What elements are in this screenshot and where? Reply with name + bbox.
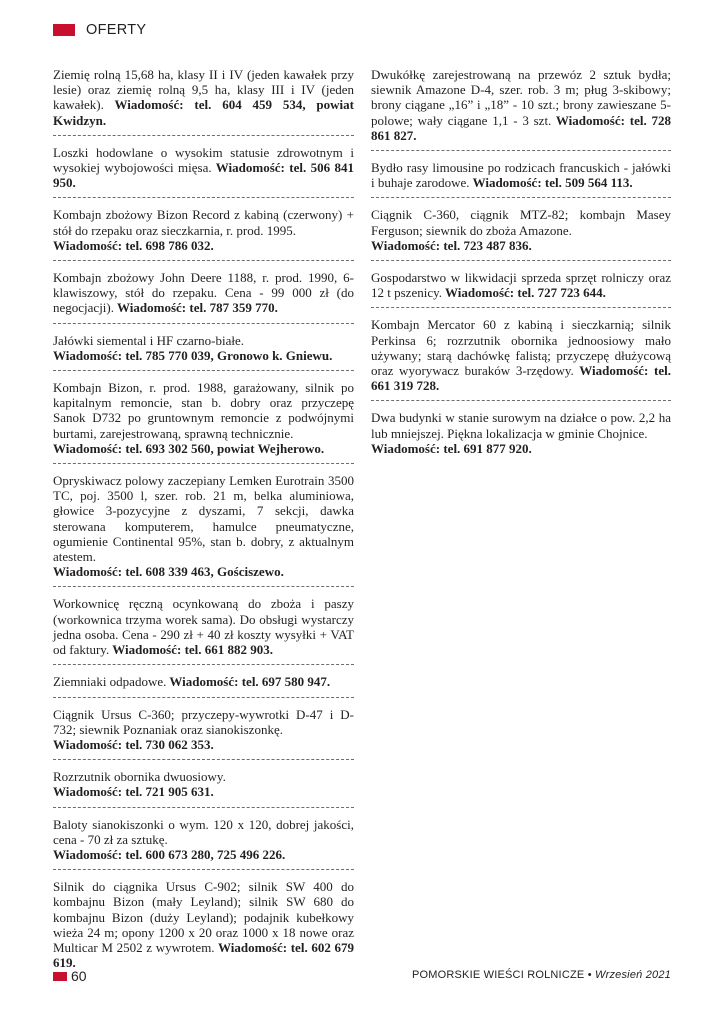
classified-ad — [53, 380, 354, 464]
right-column — [371, 67, 671, 472]
classified-ad — [53, 473, 354, 587]
classified-ad — [53, 707, 354, 761]
classified-ad — [53, 67, 354, 136]
ad-text: Gospodarstwo w likwidacji sprzeda sprzęt rolniczy oraz 12 t pszenicy. — [371, 270, 671, 301]
footer-publication — [412, 969, 671, 981]
ad-contact: Wiadomość: tel. 604 459 534, powiat Kwidzyn. — [53, 97, 354, 128]
footer-marker — [53, 972, 67, 981]
classified-ad — [53, 769, 354, 807]
section-title: OFERTY — [86, 22, 147, 38]
ad-contact: Wiadomość: tel. 785 770 039, Gronowo k. Gniewu. — [53, 347, 333, 363]
section-marker — [53, 24, 75, 36]
ad-text: Baloty sianokiszonki o wym. 120 x 120, dobrej jakości, cena - 70 zł za sztukę. — [53, 816, 354, 847]
page-header — [53, 20, 146, 40]
ad-contact: Wiadomość: tel. 661 319 728. — [371, 363, 672, 394]
ad-contact: Wiadomość: tel. 693 302 560, powiat Wejherowo. — [53, 440, 325, 456]
ad-contact: Wiadomość: tel. 721 905 631. — [53, 784, 214, 800]
ad-contact: Wiadomość: tel. 730 062 353. — [53, 736, 214, 752]
ad-contact: Wiadomość: tel. 691 877 920. — [371, 440, 532, 456]
ad-text: Ziemię rolną 15,68 ha, klasy II i IV (jeden kawałek przy lesie) oraz ziemię rolną 9,5 ha, klasy III i IV (jeden kawałek). — [53, 67, 354, 113]
classified-ad — [371, 317, 671, 401]
ad-text: Silnik do ciągnika Ursus C-902; silnik SW 400 do kombajnu Bizon (mały Leyland); silnik SW 680 do kombajnu Bizon (duży Leyland); podajnik kubełkowy wieża 24 m; opony 1200 x 20 oraz 1000 x 18 nowe oraz Multicar M 2502 z wywrotem. — [53, 879, 354, 955]
classified-ad — [53, 817, 354, 871]
publication-name: POMORSKIE WIEŚCI ROLNICZE — [411, 969, 585, 981]
ad-text: Dwa budynki w stanie surowym na działce o pow. 2,2 ha lub mniejszej. Piękna lokalizacja w gminie Chojnice. — [371, 410, 671, 441]
footer-separator: • — [587, 969, 592, 981]
ad-contact: Wiadomość: tel. 787 359 770. — [117, 300, 278, 316]
classified-ad — [53, 207, 354, 261]
ad-contact: Wiadomość: tel. 661 882 903. — [112, 642, 274, 658]
ad-text: Workownicę ręczną ocynkowaną do zboża i paszy (workownica trzyma worek sama). Do obsługi wystarczy jedna osoba. Cena - 290 zł + 40 zł koszty wysyłki + VAT od faktury. — [53, 596, 354, 658]
ad-contact: Wiadomość: tel. 509 564 113. — [472, 175, 633, 191]
classified-ad — [371, 160, 671, 198]
classified-ad — [371, 410, 671, 463]
classified-ad — [53, 879, 354, 977]
ad-contact: Wiadomość: tel. 727 723 644. — [445, 285, 606, 301]
ad-text: Kombajn Bizon, r. prod. 1988, garażowany, silnik po kapitalnym remoncie, stan b. dobry oraz przyczepę Sanok D732 po gruntownym remoncie z podwójnymi burtami, zarejestrowaną, sprawną technicznie. — [53, 380, 354, 441]
classified-ad — [371, 67, 671, 151]
ad-text: Rozrzutnik obornika dwuosiowy. — [53, 769, 226, 785]
ad-contact: Wiadomość: tel. 728 861 827. — [371, 112, 671, 143]
classified-ad — [53, 674, 354, 697]
ad-contact: Wiadomość: tel. 608 339 463, Gościszewo. — [53, 564, 284, 580]
classified-ad — [53, 270, 354, 324]
page-number: 60 — [71, 968, 87, 984]
ad-contact: Wiadomość: tel. 600 673 280, 725 496 226. — [53, 846, 286, 862]
ad-contact: Wiadomość: tel. 602 679 619. — [53, 939, 354, 971]
ad-text: Ciągnik Ursus C-360; przyczepy-wywrotki D-47 i D-732; siewnik Poznaniak oraz sianokiszonkę. — [53, 706, 354, 737]
ad-text: Dwukółkę zarejestrowaną na przewóz 2 sztuk bydła; siewnik Amazone D-4, szer. rob. 3 m; pług 3-skibowy; brony ciągane „16” i „18” - 10 szt.; brony zawieszane 5-polowe; wały ciągane 1,1 - 3 szt. — [371, 67, 671, 128]
ad-text: Opryskiwacz polowy zaczepiany Lemken Eurotrain 3500 TC, poj. 3500 l, szer. rob. 21 m, belka aluminiowa, głowice 3-pozycyjne z dyszami, 7 sekcji, dawka sterowana komputerem, hamulce pneumatyczne, ogumienie Continental 95%, stan b. dobry, z aktualnym atestem. — [53, 473, 354, 565]
ad-contact: Wiadomość: tel. 697 580 947. — [169, 674, 331, 690]
ad-text: Kombajn Mercator 60 z kabiną i sieczkarnią; silnik Perkinsa 6; rozrzutnik obornika jednoosiowy mało używany; starą dachówkę falistą; przyczepę dłużycową oraz wyorywacz buraków 3-rzędowy. — [371, 317, 671, 379]
ad-contact: Wiadomość: tel. 698 786 032. — [53, 237, 214, 253]
classified-ad — [53, 145, 354, 199]
classified-ad — [53, 333, 354, 371]
ad-text: Jałówki siemental i HF czarno-białe. — [53, 332, 244, 348]
ad-contact: Wiadomość: tel. 506 841 950. — [53, 160, 355, 191]
page-footer — [53, 968, 671, 986]
ad-text: Ciągnik C-360, ciągnik MTZ-82; kombajn Masey Ferguson; siewnik do zboża Amazone. — [371, 207, 671, 238]
left-column — [53, 67, 354, 986]
issue-date: Wrzesień 2021 — [595, 969, 671, 981]
ad-contact: Wiadomość: tel. 723 487 836. — [371, 237, 532, 253]
ad-text: Kombajn zbożowy Bizon Record z kabiną (czerwony) + stół do rzepaku oraz sieczkarnia, r. prod. 1995. — [53, 207, 354, 238]
classified-ad — [371, 270, 671, 308]
ad-text: Bydło rasy limousine po rodzicach francuskich - jałówki i buhaje zarodowe. — [371, 160, 671, 191]
ad-text: Ziemniaki odpadowe. — [53, 674, 167, 690]
footer-page — [53, 968, 87, 984]
classified-ad — [53, 596, 354, 665]
classified-ad — [371, 207, 671, 261]
ad-text: Kombajn zbożowy John Deere 1188, r. prod. 1990, 6-klawiszowy, stół do rzepaku. Cena - 99 000 zł (do negocjacji). — [53, 270, 354, 316]
ad-text: Loszki hodowlane o wysokim statusie zdrowotnym i wysokiej wybojowości mięsa. — [53, 144, 354, 176]
